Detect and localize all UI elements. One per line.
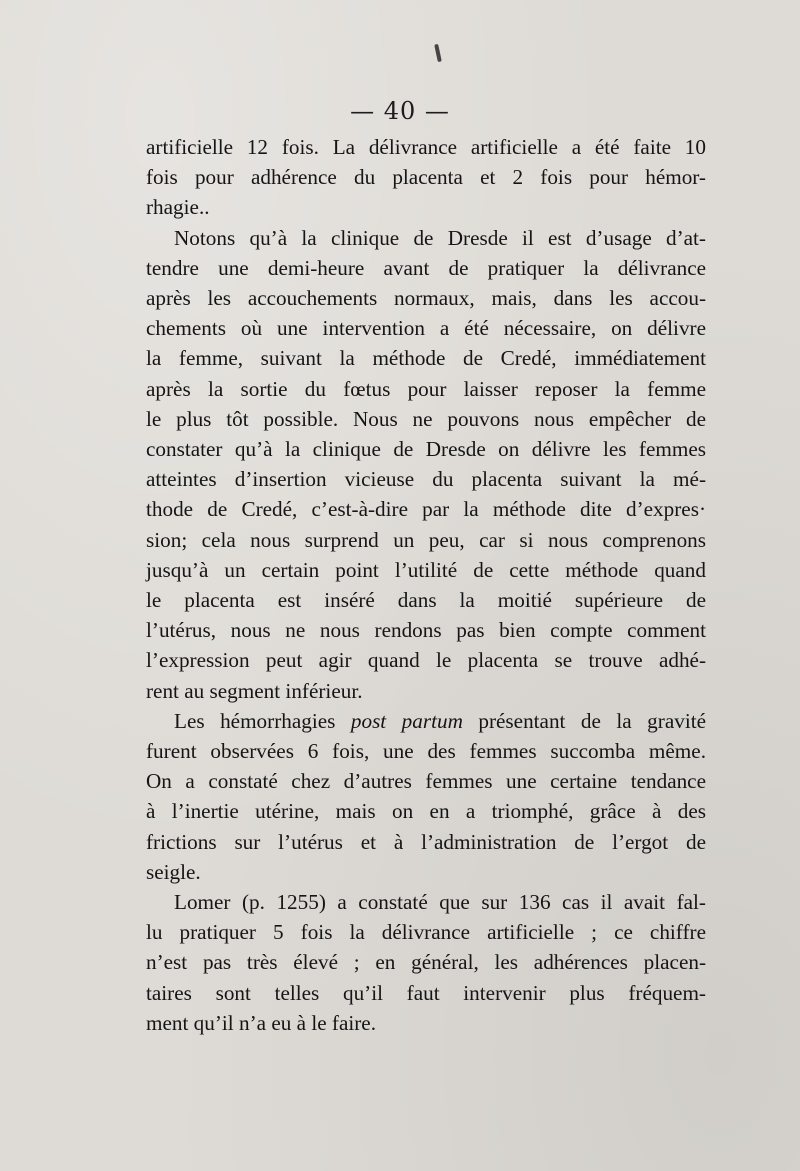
text-line-main: seigle. [146,859,201,884]
text-italic: post partum [350,708,463,733]
text-line-main: le placenta est inséré dans la moitié supérieure de [146,588,706,613]
text-line-main: tendre une demi-heure avant de pratiquer la délivrance [146,255,706,280]
text-line [146,223,706,253]
text-line-main: jusqu’à un certain point l’utilité de cette méthode quand [146,557,706,582]
text-line [146,585,706,615]
text-line-main: le plus tôt possible. Nous ne pouvons nous empêcher de [146,406,706,431]
text-line [146,766,706,796]
text-line [146,857,706,887]
text-line-main: la femme, suivant la méthode de Credé, immédiatement [146,346,706,371]
text-line [146,313,706,343]
text-line [146,706,706,736]
text-line-main: lu pratiquer 5 fois la délivrance artificielle ; ce chiffre [146,920,706,945]
text-line [146,615,706,645]
text-line-main: l’expression peut agir quand le placenta se trouve adhé- [146,648,706,673]
text-line-main: atteintes d’insertion vicieuse du placenta suivant la mé- [146,467,706,492]
text-line [146,283,706,313]
text-line [146,132,706,162]
text-line [146,525,706,555]
text-line [146,736,706,766]
ink-mark [434,44,442,62]
text-line [146,494,706,524]
text-line [146,796,706,826]
text-line-main: constater qu’à la clinique de Dresde on délivre les femmes [146,437,706,462]
text-line-main: On a constaté chez d’autres femmes une certaine tendance [146,769,706,794]
text-line [146,434,706,464]
text-line [146,404,706,434]
text-line [146,192,706,222]
text-line-main: l’utérus, nous ne nous rendons pas bien compte comment [146,618,706,643]
text-line-main: taires sont telles qu’il faut intervenir plus fréquem- [146,980,706,1005]
text-line-main: à l’inertie utérine, mais on en a triomphé, grâce à des [146,799,706,824]
text-line-main: ment qu’il n’a eu à le faire. [146,1010,377,1035]
text-line [146,947,706,977]
text-line [146,645,706,675]
text-line [146,917,706,947]
body-text [146,132,706,1038]
text-line [146,555,706,585]
text-line-main: furent observées 6 fois, une des femmes succomba même. [146,739,706,764]
text-line-main: n’est pas très élevé ; en général, les adhérences placen- [146,950,706,975]
text-line [146,374,706,404]
text-line-tail: présentant de la gravité [462,708,706,733]
text-line [146,827,706,857]
text-line-main: frictions sur l’utérus et à l’administration de l’ergot de [146,829,706,854]
text-line-main: Lomer (p. 1255) a constaté que sur 136 cas il avait fal- [174,890,706,915]
text-line [146,676,706,706]
text-line-main: sion; cela nous surprend un peu, car si nous comprenons [146,527,706,552]
text-line-main: fois pour adhérence du placenta et 2 fois pour hémor- [146,165,706,190]
text-line [146,1008,706,1038]
text-line-main: Notons qu’à la clinique de Dresde il est d’usage d’at- [174,225,706,250]
text-line [146,343,706,373]
text-line [146,887,706,917]
text-line [146,978,706,1008]
text-line-main: Les hémorrhagies [174,708,336,733]
text-line-main: chements où une intervention a été nécessaire, on délivre [146,316,706,341]
text-line-main: après les accouchements normaux, mais, dans les accou- [146,286,706,311]
text-line [146,464,706,494]
text-line-main: artificielle 12 fois. La délivrance artificielle a été faite 10 [146,135,706,159]
text-line-main: thode de Credé, c’est-à-dire par la méthode dite d’expres· [146,497,706,522]
text-line-main: après la sortie du fœtus pour laisser reposer la femme [146,376,706,401]
text-line [146,162,706,192]
text-line-main: rent au segment inférieur. [146,678,363,703]
text-line [146,253,706,283]
page-number: — 40 — [350,97,450,125]
text-line-main: rhagie.. [146,195,210,220]
